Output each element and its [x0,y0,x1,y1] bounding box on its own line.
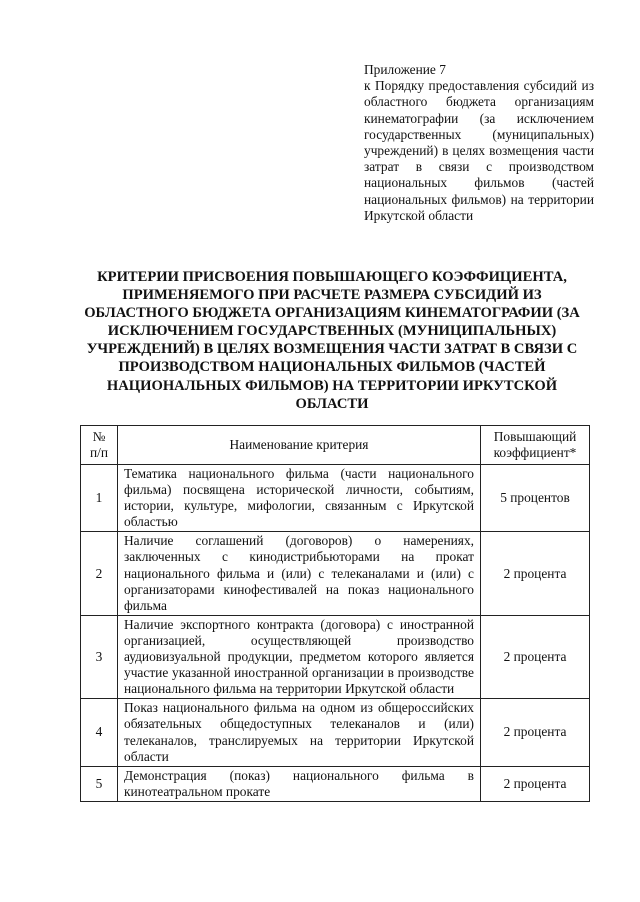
row-criterion: Наличие соглашений (договоров) о намерениях, заключенных с кинодистрибьюторами на прокат национального фильма и (или) с телеканалами и (или) с организаторами кинофестивалей на показ национального фильма [118,532,481,615]
table-row [81,615,590,698]
table-row [81,465,590,532]
table-row [81,699,590,766]
appendix-heading: Приложение 7 [364,62,446,77]
row-num: 3 [81,615,118,698]
row-num: 1 [81,465,118,532]
header-coefficient: Повышающий коэффициент* [481,426,590,465]
criteria-table [80,425,590,802]
row-criterion: Наличие экспортного контракта (договора) с иностранной организацией, осуществляющей производство аудиовизуальной продукции, предметом которого является участие указанной иностранной организации в производстве национального фильма на территории Иркутской области [118,615,481,698]
appendix-text: к Порядку предоставления субсидий из областного бюджета организациям кинематографии (за исключением государственных (муниципальных) учреждений) в целях возмещения части затрат в связи с производством национальных фильмов (частей национальных фильмов) на территории Иркутской области [364,78,594,223]
row-criterion: Тематика национального фильма (части национального фильма) посвящена исторической личности, событиям, истории, культуре, мифологии, связанным с Иркутской областью [118,465,481,532]
row-num: 2 [81,532,118,615]
row-coefficient: 2 процента [481,532,590,615]
table-header-row [81,426,590,465]
document-title: КРИТЕРИИ ПРИСВОЕНИЯ ПОВЫШАЮЩЕГО КОЭФФИЦИЕНТА, ПРИМЕНЯЕМОГО ПРИ РАСЧЕТЕ РАЗМЕРА СУБСИДИЙ ИЗ ОБЛАСТНОГО БЮДЖЕТА ОРГАНИЗАЦИЯМ КИНЕМАТОГРАФИИ (ЗА ИСКЛЮЧЕНИЕМ ГОСУДАРСТВЕННЫХ (МУНИЦИПАЛЬНЫХ) УЧРЕЖДЕНИЙ) В ЦЕЛЯХ ВОЗМЕЩЕНИЯ ЧАСТИ ЗАТРАТ В СВЯЗИ С ПРОИЗВОДСТВОМ НАЦИОНАЛЬНЫХ ФИЛЬМОВ (ЧАСТЕЙ НАЦИОНАЛЬНЫХ ФИЛЬМОВ) НА ТЕРРИТОРИИ ИРКУТСКОЙ ОБЛАСТИ [84,269,580,412]
row-coefficient: 2 процента [481,699,590,766]
table-row [81,532,590,615]
header-criterion: Наименование критерия [118,426,481,465]
row-num: 5 [81,766,118,801]
appendix-block [364,62,594,224]
row-num: 4 [81,699,118,766]
row-coefficient: 5 процентов [481,465,590,532]
row-criterion: Показ национального фильма на одном из общероссийских обязательных общедоступных телеканалов и (или) телеканалов, транслируемых на территории Иркутской области [118,699,481,766]
row-coefficient: 2 процента [481,766,590,801]
header-num: № п/п [81,426,118,465]
row-coefficient: 2 процента [481,615,590,698]
table-row [81,766,590,801]
row-criterion: Демонстрация (показ) национального фильма в кинотеатральном прокате [118,766,481,801]
